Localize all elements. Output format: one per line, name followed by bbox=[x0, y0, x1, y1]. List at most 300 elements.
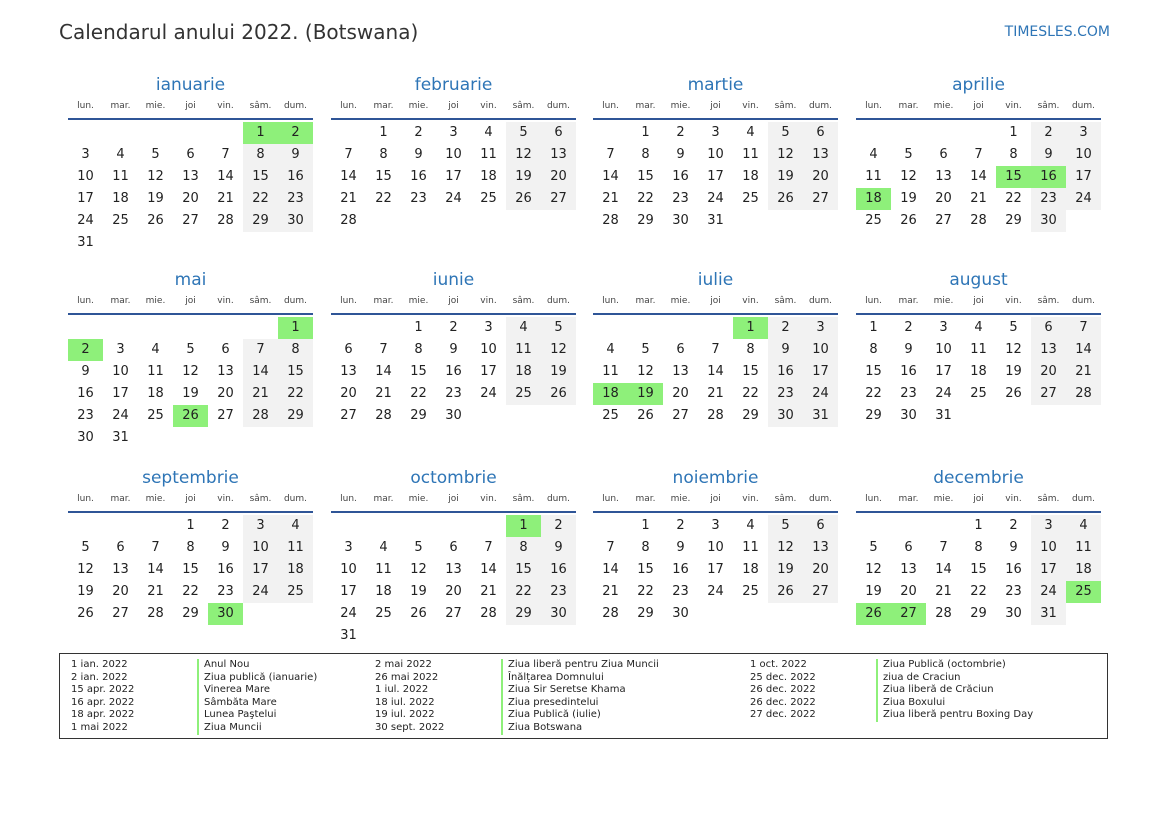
holiday-date: 2 ian. 2022 bbox=[71, 671, 128, 683]
day-cell: 15 bbox=[865, 364, 882, 379]
day-cell: 5 bbox=[869, 540, 878, 555]
weekday-label: vin. bbox=[1005, 494, 1022, 504]
day-cell: 18 bbox=[375, 584, 392, 599]
day-cell: 24 bbox=[1031, 581, 1066, 603]
day-cell: 3 bbox=[243, 515, 278, 537]
holiday-cell: 18 bbox=[856, 188, 891, 210]
day-cell: 27 bbox=[541, 188, 576, 210]
weekday-header bbox=[856, 492, 1101, 513]
weekday-header bbox=[68, 294, 313, 315]
day-cell: 26 bbox=[768, 188, 803, 210]
weekday-label: lun. bbox=[340, 494, 357, 504]
day-cell: 8 bbox=[974, 540, 983, 555]
day-cell: 11 bbox=[865, 169, 882, 184]
weekday-label: vin. bbox=[1005, 296, 1022, 306]
empty-cell bbox=[208, 317, 243, 339]
day-cell: 19 bbox=[147, 191, 164, 206]
day-cell: 1 bbox=[1009, 125, 1018, 140]
day-cell: 8 bbox=[278, 339, 313, 361]
day-cell: 31 bbox=[77, 235, 94, 250]
weekday-label: dum. bbox=[808, 494, 833, 504]
day-cell: 25 bbox=[278, 581, 313, 603]
day-cell: 30 bbox=[1005, 606, 1022, 621]
day-cell: 11 bbox=[506, 339, 541, 361]
day-cell: 20 bbox=[340, 386, 357, 401]
weekday-label: mar. bbox=[898, 101, 919, 111]
day-cell: 17 bbox=[445, 169, 462, 184]
weekday-label: dum. bbox=[283, 101, 308, 111]
day-cell: 8 bbox=[1009, 147, 1018, 162]
day-cell: 15 bbox=[637, 169, 654, 184]
day-cell: 21 bbox=[970, 191, 987, 206]
day-cell: 13 bbox=[803, 144, 838, 166]
weekday-label: joi bbox=[448, 494, 459, 504]
day-cell: 12 bbox=[506, 144, 541, 166]
holiday-cell: 15 bbox=[996, 166, 1031, 188]
holiday-name: Ziua Boxului bbox=[876, 697, 945, 710]
day-cell: 13 bbox=[803, 537, 838, 559]
day-cell: 23 bbox=[445, 386, 462, 401]
weekday-label: mie. bbox=[933, 296, 954, 306]
day-cell: 5 bbox=[151, 147, 160, 162]
weekday-label: mar. bbox=[635, 494, 656, 504]
day-cell: 9 bbox=[1031, 144, 1066, 166]
day-cell: 18 bbox=[1066, 559, 1101, 581]
day-cell: 2 bbox=[414, 125, 423, 140]
weekday-label: mar. bbox=[373, 494, 394, 504]
weekday-label: mie. bbox=[408, 494, 429, 504]
day-cell: 17 bbox=[340, 584, 357, 599]
day-cell: 13 bbox=[900, 562, 917, 577]
day-cell: 2 bbox=[541, 515, 576, 537]
empty-cell bbox=[68, 515, 103, 537]
day-cell: 2 bbox=[449, 320, 458, 335]
day-cell: 6 bbox=[344, 342, 353, 357]
day-cell: 21 bbox=[243, 383, 278, 405]
day-cell: 16 bbox=[768, 361, 803, 383]
day-cell: 21 bbox=[375, 386, 392, 401]
day-cell: 22 bbox=[1005, 191, 1022, 206]
holiday-name: Ziua Publică (octombrie) bbox=[876, 659, 1006, 672]
day-cell: 5 bbox=[506, 122, 541, 144]
day-cell: 24 bbox=[112, 408, 129, 423]
day-cell: 17 bbox=[112, 386, 129, 401]
day-cell: 16 bbox=[77, 386, 94, 401]
day-cell: 1 bbox=[641, 518, 650, 533]
day-cell: 12 bbox=[147, 169, 164, 184]
weekday-label: mie. bbox=[670, 296, 691, 306]
holiday-name: Ziua Sir Seretse Khama bbox=[501, 684, 626, 697]
empty-cell bbox=[243, 317, 278, 339]
empty-cell bbox=[366, 317, 401, 339]
holiday-date: 1 mai 2022 bbox=[71, 722, 128, 733]
day-cell: 5 bbox=[1009, 320, 1018, 335]
day-cell: 27 bbox=[340, 408, 357, 423]
day-cell: 27 bbox=[182, 213, 199, 228]
day-cell: 25 bbox=[480, 191, 497, 206]
day-cell: 11 bbox=[480, 147, 497, 162]
weekday-label: lun. bbox=[602, 296, 619, 306]
day-cell: 6 bbox=[449, 540, 458, 555]
day-cell: 11 bbox=[602, 364, 619, 379]
day-cell: 9 bbox=[278, 144, 313, 166]
month-februarie bbox=[331, 74, 576, 232]
day-cell: 1 bbox=[186, 518, 195, 533]
day-cell: 25 bbox=[865, 213, 882, 228]
day-cell: 28 bbox=[340, 213, 357, 228]
day-cell: 4 bbox=[869, 147, 878, 162]
day-cell: 26 bbox=[541, 383, 576, 405]
weekday-label: sâm. bbox=[512, 494, 535, 504]
holiday-cell: 1 bbox=[243, 122, 278, 144]
day-cell: 18 bbox=[970, 364, 987, 379]
holiday-name: ziua de Craciun bbox=[876, 672, 961, 685]
day-cell: 12 bbox=[1005, 342, 1022, 357]
holiday-cell: 1 bbox=[733, 317, 768, 339]
day-cell: 7 bbox=[606, 540, 615, 555]
holiday-date: 26 mai 2022 bbox=[375, 671, 439, 683]
day-cell: 27 bbox=[112, 606, 129, 621]
holiday-date: 18 apr. 2022 bbox=[71, 709, 135, 721]
day-cell: 1 bbox=[974, 518, 983, 533]
month-name: aprilie bbox=[952, 75, 1005, 95]
day-cell: 3 bbox=[344, 540, 353, 555]
day-cell: 24 bbox=[445, 191, 462, 206]
day-cell: 23 bbox=[77, 408, 94, 423]
holiday-name: Înălțarea Domnului bbox=[501, 672, 604, 685]
month-name: august bbox=[949, 270, 1008, 290]
weekday-label: sâm. bbox=[512, 296, 535, 306]
day-cell: 6 bbox=[541, 122, 576, 144]
day-cell: 20 bbox=[445, 584, 462, 599]
weekday-label: lun. bbox=[865, 296, 882, 306]
holiday-date: 18 iul. 2022 bbox=[375, 696, 435, 708]
day-cell: 26 bbox=[410, 606, 427, 621]
day-cell: 20 bbox=[672, 386, 689, 401]
day-cell: 15 bbox=[506, 559, 541, 581]
day-cell: 11 bbox=[375, 562, 392, 577]
day-cell: 14 bbox=[970, 169, 987, 184]
day-cell: 24 bbox=[340, 606, 357, 621]
day-cell: 20 bbox=[935, 191, 952, 206]
day-cell: 14 bbox=[375, 364, 392, 379]
day-cell: 29 bbox=[278, 405, 313, 427]
month-name: februarie bbox=[414, 75, 493, 95]
day-cell: 11 bbox=[742, 147, 759, 162]
day-cell: 28 bbox=[602, 213, 619, 228]
month-name: noiembrie bbox=[672, 468, 759, 488]
empty-cell bbox=[856, 515, 891, 537]
day-cell: 24 bbox=[1066, 188, 1101, 210]
day-cell: 17 bbox=[935, 364, 952, 379]
holiday-date: 16 apr. 2022 bbox=[71, 696, 135, 708]
day-cell: 4 bbox=[974, 320, 983, 335]
day-cell: 25 bbox=[147, 408, 164, 423]
day-cell: 2 bbox=[221, 518, 230, 533]
day-cell: 28 bbox=[935, 606, 952, 621]
month-name: ianuarie bbox=[155, 75, 226, 95]
day-cell: 27 bbox=[803, 188, 838, 210]
day-cell: 18 bbox=[742, 562, 759, 577]
weekday-label: dum. bbox=[283, 296, 308, 306]
holiday-name: Ziua publică (ianuarie) bbox=[197, 672, 317, 685]
day-cell: 15 bbox=[410, 364, 427, 379]
day-cell: 28 bbox=[602, 606, 619, 621]
day-cell: 28 bbox=[1066, 383, 1101, 405]
day-cell: 3 bbox=[116, 342, 125, 357]
holiday-date: 1 iul. 2022 bbox=[375, 684, 429, 696]
day-cell: 17 bbox=[1066, 166, 1101, 188]
weekday-label: sâm. bbox=[512, 101, 535, 111]
day-cell: 10 bbox=[243, 537, 278, 559]
day-cell: 17 bbox=[707, 562, 724, 577]
day-cell: 6 bbox=[221, 342, 230, 357]
day-grid bbox=[856, 515, 1101, 625]
day-cell: 9 bbox=[541, 537, 576, 559]
day-cell: 21 bbox=[340, 191, 357, 206]
day-cell: 25 bbox=[602, 408, 619, 423]
day-cell: 10 bbox=[707, 147, 724, 162]
holiday-date: 27 dec. 2022 bbox=[750, 709, 816, 721]
day-cell: 29 bbox=[182, 606, 199, 621]
day-cell: 12 bbox=[77, 562, 94, 577]
day-cell: 2 bbox=[676, 125, 685, 140]
day-cell: 21 bbox=[217, 191, 234, 206]
day-cell: 7 bbox=[711, 342, 720, 357]
day-cell: 7 bbox=[243, 339, 278, 361]
day-cell: 6 bbox=[1031, 317, 1066, 339]
month-octombrie bbox=[331, 467, 576, 647]
day-grid bbox=[68, 122, 313, 254]
day-cell: 31 bbox=[340, 628, 357, 643]
day-cell: 28 bbox=[217, 213, 234, 228]
day-cell: 9 bbox=[414, 147, 423, 162]
day-cell: 22 bbox=[970, 584, 987, 599]
day-cell: 7 bbox=[221, 147, 230, 162]
day-cell: 10 bbox=[480, 342, 497, 357]
day-cell: 19 bbox=[541, 361, 576, 383]
day-cell: 26 bbox=[77, 606, 94, 621]
holiday-cell: 26 bbox=[856, 603, 891, 625]
day-cell: 27 bbox=[1031, 383, 1066, 405]
month-name: iulie bbox=[697, 270, 734, 290]
day-cell: 28 bbox=[480, 606, 497, 621]
day-cell: 18 bbox=[742, 169, 759, 184]
day-cell: 10 bbox=[1031, 537, 1066, 559]
empty-cell bbox=[103, 317, 138, 339]
weekday-label: mie. bbox=[145, 101, 166, 111]
day-cell: 6 bbox=[676, 342, 685, 357]
holiday-date: 25 dec. 2022 bbox=[750, 671, 816, 683]
day-cell: 23 bbox=[1031, 188, 1066, 210]
day-cell: 21 bbox=[935, 584, 952, 599]
day-cell: 10 bbox=[935, 342, 952, 357]
day-cell: 15 bbox=[243, 166, 278, 188]
day-cell: 25 bbox=[742, 191, 759, 206]
day-cell: 4 bbox=[379, 540, 388, 555]
day-cell: 15 bbox=[637, 562, 654, 577]
day-cell: 20 bbox=[182, 191, 199, 206]
weekday-label: mie. bbox=[670, 101, 691, 111]
day-cell: 8 bbox=[746, 342, 755, 357]
weekday-label: mar. bbox=[373, 101, 394, 111]
day-cell: 13 bbox=[672, 364, 689, 379]
day-cell: 23 bbox=[900, 386, 917, 401]
day-cell: 8 bbox=[186, 540, 195, 555]
holiday-name: Sâmbăta Mare bbox=[197, 697, 277, 710]
day-cell: 14 bbox=[602, 169, 619, 184]
site-link[interactable]: TIMESLES.COM bbox=[1004, 24, 1110, 40]
empty-cell bbox=[68, 317, 103, 339]
day-cell: 15 bbox=[182, 562, 199, 577]
day-cell: 24 bbox=[707, 191, 724, 206]
month-name: martie bbox=[687, 75, 744, 95]
day-cell: 1 bbox=[641, 125, 650, 140]
day-cell: 16 bbox=[217, 562, 234, 577]
weekday-label: sâm. bbox=[249, 296, 272, 306]
weekday-label: dum. bbox=[283, 494, 308, 504]
day-cell: 21 bbox=[707, 386, 724, 401]
weekday-label: lun. bbox=[77, 494, 94, 504]
weekday-label: lun. bbox=[340, 101, 357, 111]
day-cell: 29 bbox=[865, 408, 882, 423]
holiday-cell: 25 bbox=[1066, 581, 1101, 603]
day-cell: 16 bbox=[541, 559, 576, 581]
empty-cell bbox=[103, 122, 138, 144]
weekday-label: mar. bbox=[110, 101, 131, 111]
day-cell: 1 bbox=[414, 320, 423, 335]
weekday-header bbox=[68, 99, 313, 120]
day-cell: 7 bbox=[1066, 317, 1101, 339]
day-cell: 23 bbox=[768, 383, 803, 405]
day-cell: 13 bbox=[112, 562, 129, 577]
holiday-name: Anul Nou bbox=[197, 659, 249, 672]
holiday-name: Vinerea Mare bbox=[197, 684, 270, 697]
day-cell: 14 bbox=[217, 169, 234, 184]
day-cell: 6 bbox=[803, 515, 838, 537]
day-cell: 2 bbox=[904, 320, 913, 335]
day-cell: 3 bbox=[1066, 122, 1101, 144]
weekday-label: sâm. bbox=[774, 101, 797, 111]
month-ianuarie bbox=[68, 74, 313, 254]
weekday-label: vin. bbox=[1005, 101, 1022, 111]
day-cell: 5 bbox=[81, 540, 90, 555]
day-cell: 5 bbox=[768, 122, 803, 144]
day-cell: 16 bbox=[672, 562, 689, 577]
day-cell: 22 bbox=[506, 581, 541, 603]
empty-cell bbox=[68, 122, 103, 144]
weekday-label: mar. bbox=[898, 494, 919, 504]
day-cell: 25 bbox=[375, 606, 392, 621]
day-cell: 19 bbox=[410, 584, 427, 599]
empty-cell bbox=[891, 515, 926, 537]
empty-cell bbox=[173, 122, 208, 144]
day-cell: 13 bbox=[541, 144, 576, 166]
day-cell: 16 bbox=[900, 364, 917, 379]
day-cell: 23 bbox=[672, 584, 689, 599]
day-cell: 6 bbox=[186, 147, 195, 162]
day-cell: 20 bbox=[112, 584, 129, 599]
weekday-label: joi bbox=[185, 101, 196, 111]
day-cell: 30 bbox=[278, 210, 313, 232]
day-cell: 24 bbox=[707, 584, 724, 599]
day-cell: 17 bbox=[707, 169, 724, 184]
day-cell: 10 bbox=[1066, 144, 1101, 166]
weekday-label: sâm. bbox=[774, 296, 797, 306]
weekday-label: mar. bbox=[635, 296, 656, 306]
empty-cell bbox=[138, 122, 173, 144]
day-cell: 28 bbox=[375, 408, 392, 423]
day-cell: 13 bbox=[445, 562, 462, 577]
weekday-label: lun. bbox=[340, 296, 357, 306]
day-cell: 17 bbox=[1031, 559, 1066, 581]
day-cell: 17 bbox=[480, 364, 497, 379]
day-cell: 30 bbox=[77, 430, 94, 445]
weekday-header bbox=[331, 294, 576, 315]
empty-cell bbox=[891, 122, 926, 144]
holiday-cell: 18 bbox=[593, 383, 628, 405]
day-cell: 23 bbox=[410, 191, 427, 206]
day-cell: 4 bbox=[151, 342, 160, 357]
empty-cell bbox=[208, 122, 243, 144]
day-cell: 27 bbox=[217, 408, 234, 423]
day-cell: 8 bbox=[379, 147, 388, 162]
weekday-label: dum. bbox=[546, 101, 571, 111]
day-cell: 9 bbox=[1009, 540, 1018, 555]
weekday-label: sâm. bbox=[249, 494, 272, 504]
day-cell: 21 bbox=[602, 584, 619, 599]
day-cell: 9 bbox=[904, 342, 913, 357]
weekday-label: lun. bbox=[77, 101, 94, 111]
day-cell: 7 bbox=[151, 540, 160, 555]
day-cell: 31 bbox=[803, 405, 838, 427]
day-cell: 21 bbox=[1066, 361, 1101, 383]
day-cell: 16 bbox=[278, 166, 313, 188]
day-cell: 8 bbox=[506, 537, 541, 559]
weekday-header bbox=[593, 99, 838, 120]
empty-cell bbox=[173, 317, 208, 339]
day-cell: 25 bbox=[742, 584, 759, 599]
day-cell: 2 bbox=[676, 518, 685, 533]
day-cell: 6 bbox=[803, 122, 838, 144]
weekday-header bbox=[593, 492, 838, 513]
day-cell: 10 bbox=[112, 364, 129, 379]
day-cell: 25 bbox=[112, 213, 129, 228]
weekday-label: sâm. bbox=[1037, 494, 1060, 504]
day-cell: 14 bbox=[602, 562, 619, 577]
weekday-label: vin. bbox=[742, 494, 759, 504]
day-cell: 9 bbox=[81, 364, 90, 379]
empty-cell bbox=[331, 317, 366, 339]
day-cell: 9 bbox=[221, 540, 230, 555]
holiday-name: Ziua Botswana bbox=[501, 722, 582, 735]
weekday-label: mie. bbox=[145, 494, 166, 504]
holiday-date: 15 apr. 2022 bbox=[71, 684, 135, 696]
empty-cell bbox=[628, 317, 663, 339]
weekday-label: joi bbox=[448, 296, 459, 306]
day-cell: 14 bbox=[340, 169, 357, 184]
day-cell: 31 bbox=[112, 430, 129, 445]
weekday-label: lun. bbox=[77, 296, 94, 306]
day-cell: 11 bbox=[742, 540, 759, 555]
day-cell: 9 bbox=[676, 540, 685, 555]
day-cell: 5 bbox=[186, 342, 195, 357]
holiday-name: Ziua liberă pentru Boxing Day bbox=[876, 709, 1033, 722]
day-cell: 22 bbox=[865, 386, 882, 401]
day-cell: 16 bbox=[410, 169, 427, 184]
day-cell: 10 bbox=[445, 147, 462, 162]
day-cell: 27 bbox=[445, 606, 462, 621]
